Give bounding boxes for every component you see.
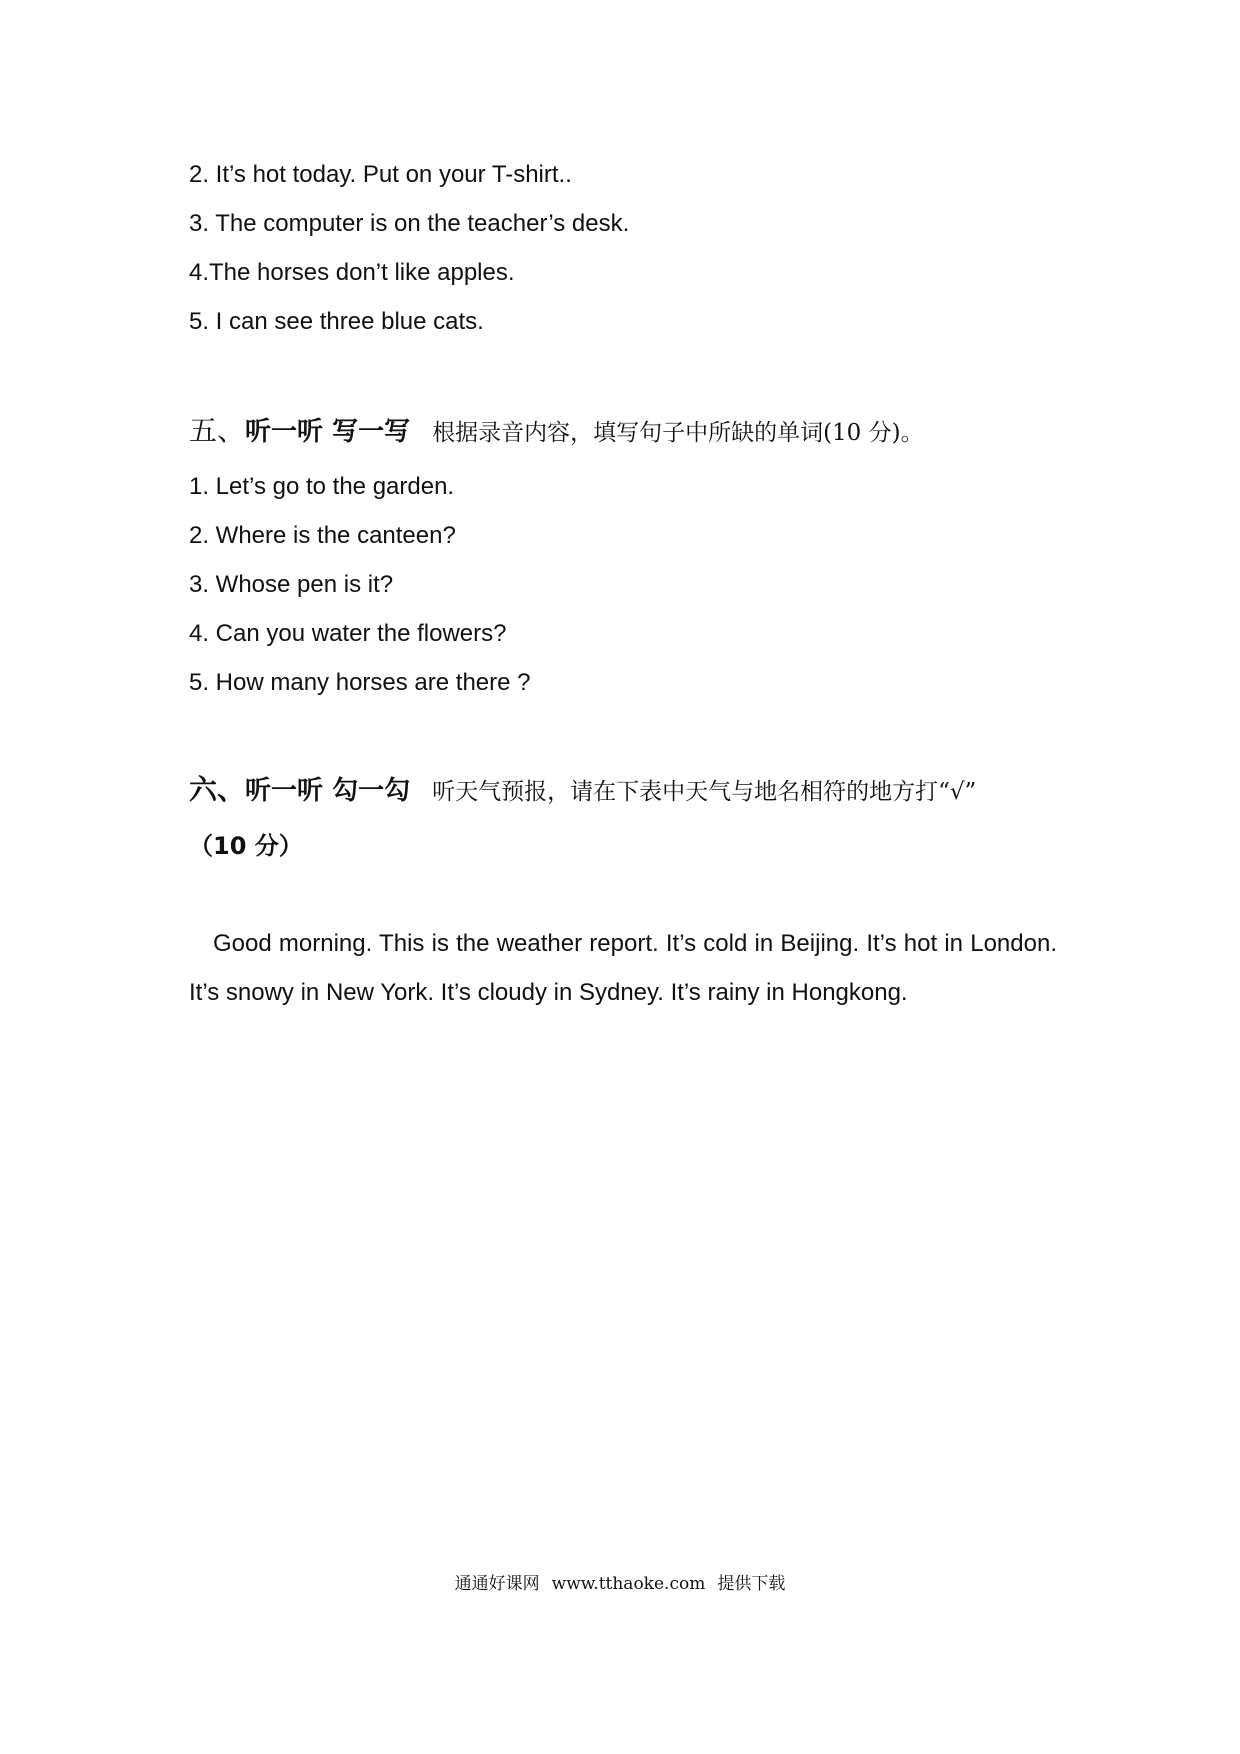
section4-item-4: 4.The horses don’t like apples. — [189, 259, 515, 286]
weather-report-passage: Good morning. This is the weather report. It’s cold in Beijing. It’s hot in London. It’s snowy in New York. It’s cloudy in Sydney. It’s rainy in Hongkong. — [189, 930, 1057, 1006]
section5-item-2: 2. Where is the canteen? — [189, 522, 456, 549]
section6-instruction: 听天气预报，请在下表中天气与地名相符的地方打“√” — [432, 779, 977, 805]
section5-item-4: 4. Can you water the flowers? — [189, 620, 507, 647]
footer-url: www.tthaoke.com — [551, 1574, 706, 1594]
section5-instruction: 根据录音内容，填写句子中所缺的单词(10 分)。 — [432, 420, 924, 446]
section6-title: 听一听 勾一勾 — [245, 776, 411, 806]
page-footer — [0, 1572, 1240, 1596]
section6-heading — [189, 772, 976, 812]
section5-heading — [189, 413, 924, 453]
section5-title: 听一听 写一写 — [245, 417, 411, 447]
section5-number: 五、 — [189, 414, 246, 447]
section5-item-5: 5. How many horses are there ? — [189, 669, 531, 696]
section6-score: （10 分） — [189, 832, 303, 860]
footer-note: 提供下载 — [717, 1574, 786, 1594]
footer-site-name: 通通好课网 — [454, 1574, 540, 1594]
section6-number: 六、 — [189, 773, 246, 806]
section4-item-2: 2. It’s hot today. Put on your T-shirt.. — [189, 161, 572, 188]
section5-item-1: 1. Let’s go to the garden. — [189, 473, 455, 500]
section4-item-3: 3. The computer is on the teacher’s desk. — [189, 210, 630, 237]
section4-item-5: 5. I can see three blue cats. — [189, 308, 484, 335]
section5-item-3: 3. Whose pen is it? — [189, 571, 394, 598]
